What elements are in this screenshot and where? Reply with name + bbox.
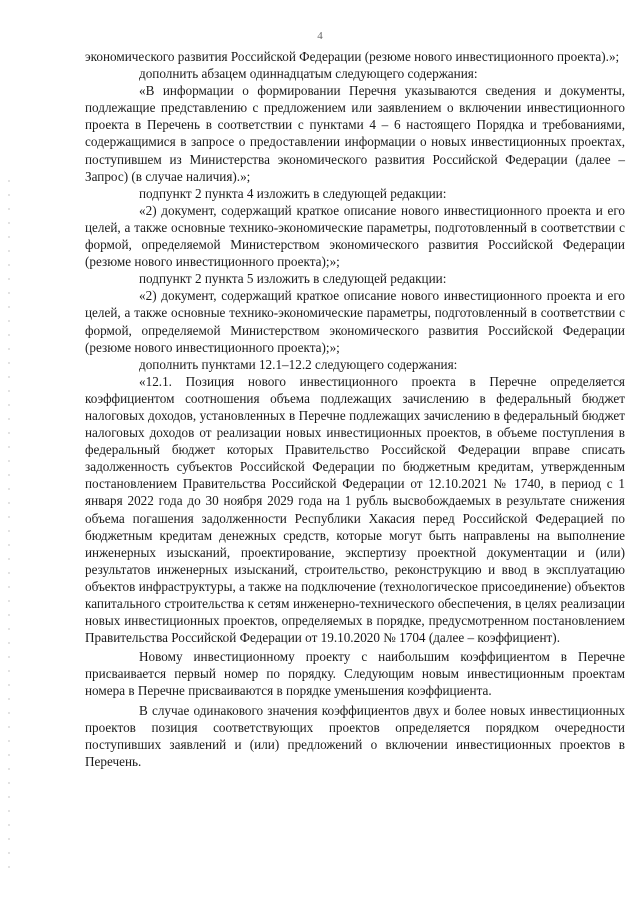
paragraph-quote: «2) документ, содержащий краткое описание нового инвестиционного проекта и его целей, а также основные технико-экономические параметры, подготовленный в соответствии с формой, определяемой Министерством экономического развития Российской Федерации (резюме нового инвестиционного проекта);»; [85, 202, 625, 270]
paragraph-instruction: дополнить пунктами 12.1–12.2 следующего содержания: [139, 356, 458, 372]
paragraph-instruction: подпункт 2 пункта 5 изложить в следующей редакции: [139, 271, 447, 287]
paragraph-quote: «2) документ, содержащий краткое описание нового инвестиционного проекта и его целей, а также основные технико-экономические параметры, подготовленный в соответствии с формой, определяемой Министерством экономического развития Российской Федерации (резюме нового инвестиционного проекта);»; [85, 288, 625, 355]
paragraph-instruction: подпункт 2 пункта 4 изложить в следующей редакции: [139, 185, 447, 201]
document-body [85, 48, 625, 770]
page-number: 4 [317, 30, 323, 42]
paragraph-clause: В случае одинакового значения коэффициентов двух и более новых инвестиционных проектов позиция соответствующих проектов определяется порядком очередности поступивших заявлений и (или) предложений о включении инвестиционных проектов в Перечень. [85, 702, 625, 769]
paragraph-continuation: экономического развития Российской Федерации (резюме нового инвестиционного проекта).»; [85, 49, 620, 64]
paragraph-clause-12-1: «12.1. Позиция нового инвестиционного проекта в Перечне определяется коэффициентом соотношения объема подлежащих зачислению в федеральный бюджет налоговых доходов, установленных в Перечне подлежащих зачислению в федеральный бюджет налоговых доходов от реализации новых инвестиционных проектов, в объеме поступления в федеральный бюджет которых Правительство Российской Федерации вправе списать задолженность субъектов Российской Федерации по бюджетным кредитам, утвержденным постановлением Правительства Российской Федерации от 12.10.2021 № 1740, в период с 1 января 2022 года до 30 ноября 2029 года на 1 рубль высвобождаемых в результате снижения объема погашения задолженности Республики Хакасия перед Российской Федерацией по бюджетным кредитам денежных средств, которые могут быть направлены на выполнение инженерных изысканий, проектирование, экспертизу проектной документации и (или) результатов инженерных изысканий, строительство, реконструкцию и ввод в эксплуатацию объектов инфраструктуры, а также на подключение (технологическое присоединение) объектов капитального строительства к сетям инженерно-технического обеспечения, в целях реализации новых инвестиционных проектов, определяемых в порядке, предусмотренном постановлением Правительства Российской Федерации от 19.10.2020 № 1704 (далее – коэффициент). [85, 373, 625, 646]
paragraph-instruction: дополнить абзацем одиннадцатым следующего содержания: [139, 66, 478, 82]
paragraph-clause: Новому инвестиционному проекту с наибольшим коэффициентом в Перечне присваивается первый номер по порядку. Следующим новым инвестиционным проектам номера в Перечне присваиваются в порядке уменьшения коэффициента. [85, 649, 625, 699]
paragraph-quote: «В информации о формировании Перечня указываются сведения и документы, подлежащие представлению с предложением или заявлением о включении инвестиционного проекта в Перечень в соответствии с пунктами 4 – 6 настоящего Порядка и требованиями, содержащимися в запросе о предоставлении информации о новых инвестиционных проектах, поступившем из Министерства экономического развития Российской Федерации (далее – Запрос) (в случае наличия).»; [85, 83, 625, 184]
scan-edge-marks [8, 180, 10, 880]
